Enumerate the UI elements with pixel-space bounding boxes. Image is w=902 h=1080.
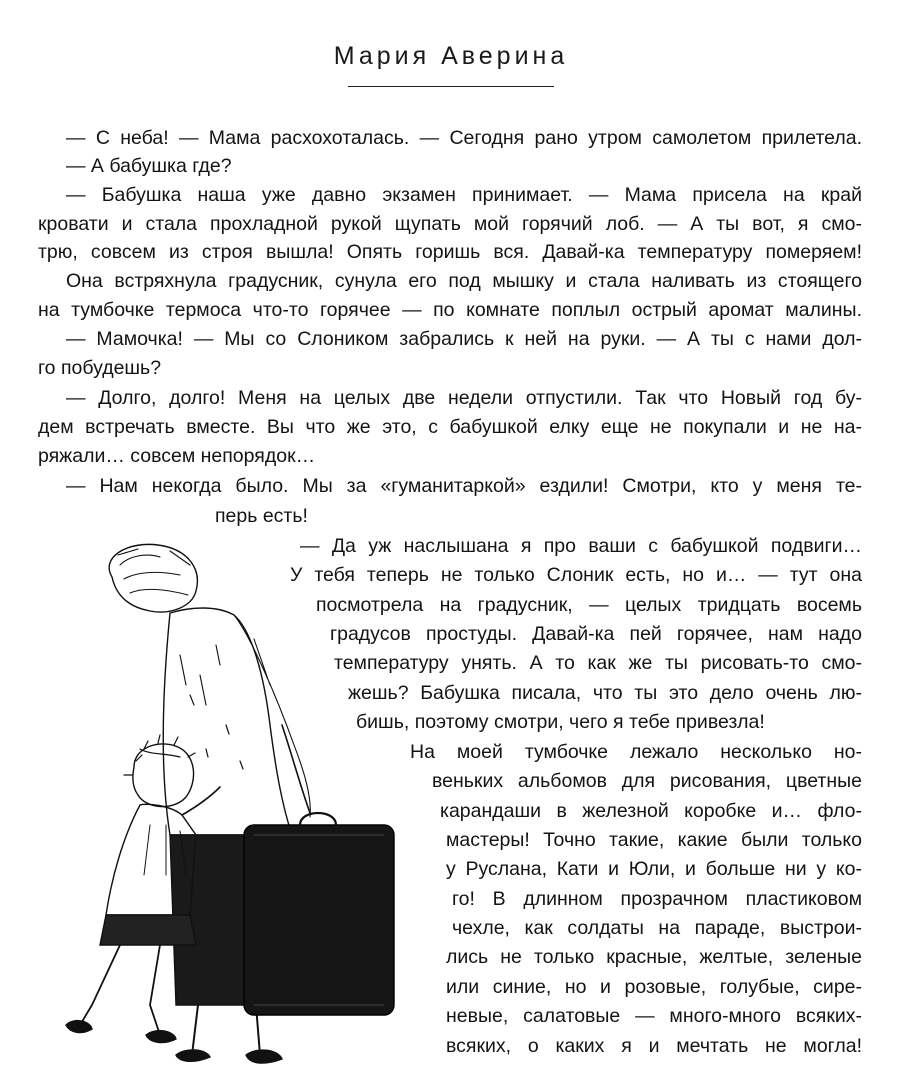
text-line: лись не только красные, желтые, зеленые <box>446 946 862 968</box>
text-line: у Руслана, Кати и Юли, и больше ни у ко- <box>446 858 862 880</box>
text-line: трю, совсем из строя вышла! Опять горишь вся. Давай-ка температуру померяем! <box>38 241 862 263</box>
text-line: или синие, но и розовые, голубые, сире- <box>446 976 862 998</box>
text-line: — Бабушка наша уже давно экзамен принимает. — Мама присела на край <box>66 184 862 206</box>
text-line: веньких альбомов для рисования, цветные <box>432 770 862 792</box>
text-line: У тебя теперь не только Слоник есть, но и… — тут она <box>290 564 862 586</box>
text-line: всяких, о каких я и мечтать не могла! <box>446 1035 862 1057</box>
woman-head <box>109 544 197 612</box>
text-line: — А бабушка где? <box>66 155 232 177</box>
text-line: градусов простуды. Давай-ка пей горячее, нам надо <box>330 623 862 645</box>
text-line: На моей тумбочке лежало несколько но- <box>410 741 862 763</box>
text-line: дем встречать вместе. Вы что же это, с бабушкой елку еще не покупали и не на- <box>38 416 862 438</box>
text-line: го! В длинном прозрачном пластиковом <box>452 888 862 910</box>
text-line: — Мамочка! — Мы со Слоником забрались к ней на руки. — А ты с нами дол- <box>66 328 862 350</box>
text-line: — С неба! — Мама расхохоталась. — Сегодня рано утром самолетом прилетела. <box>66 127 862 149</box>
illustration-mother-child-suitcase <box>20 535 440 1075</box>
text-line: посмотрела на градусник, — целых тридцать восемь <box>316 594 862 616</box>
text-line: жешь? Бабушка писала, что ты это дело очень лю- <box>348 682 862 704</box>
text-line: на тумбочке термоса что-то горячее — по комнате поплыл острый аромат малины. <box>38 299 862 321</box>
text-line: перь есть! <box>215 505 308 527</box>
suitcase <box>244 825 394 1015</box>
text-line: — Нам некогда было. Мы за «гуманитаркой» ездили! Смотри, кто у меня те- <box>66 475 862 497</box>
text-line: мастеры! Точно такие, какие были только <box>446 829 862 851</box>
text-line: бишь, поэтому смотри, чего я тебе привезла! <box>356 711 765 733</box>
text-line: — Долго, долго! Меня на целых две недели отпустили. Так что Новый год бу- <box>66 387 862 409</box>
text-line: ряжали… совсем непорядок… <box>38 445 316 467</box>
text-line: — Да уж наслышана я про ваши с бабушкой подвиги… <box>300 535 862 557</box>
text-line: температуру унять. А то как же ты рисовать-то смо- <box>334 652 862 674</box>
text-line: Она встряхнула градусник, сунула его под мышку и стала наливать из стоящего <box>66 270 862 292</box>
text-line: карандаши в железной коробке и… фло- <box>440 800 862 822</box>
page-header-author: Мария Аверина <box>333 42 569 70</box>
text-line: кровати и стала прохладной рукой щупать мой горячий лоб. — А ты вот, я смо- <box>38 213 862 235</box>
text-line: невые, салатовые — много-много всяких- <box>446 1005 862 1027</box>
text-line: чехле, как солдаты на параде, выстрои- <box>452 917 862 939</box>
header-divider <box>348 86 554 87</box>
text-line: го побудешь? <box>38 357 162 379</box>
